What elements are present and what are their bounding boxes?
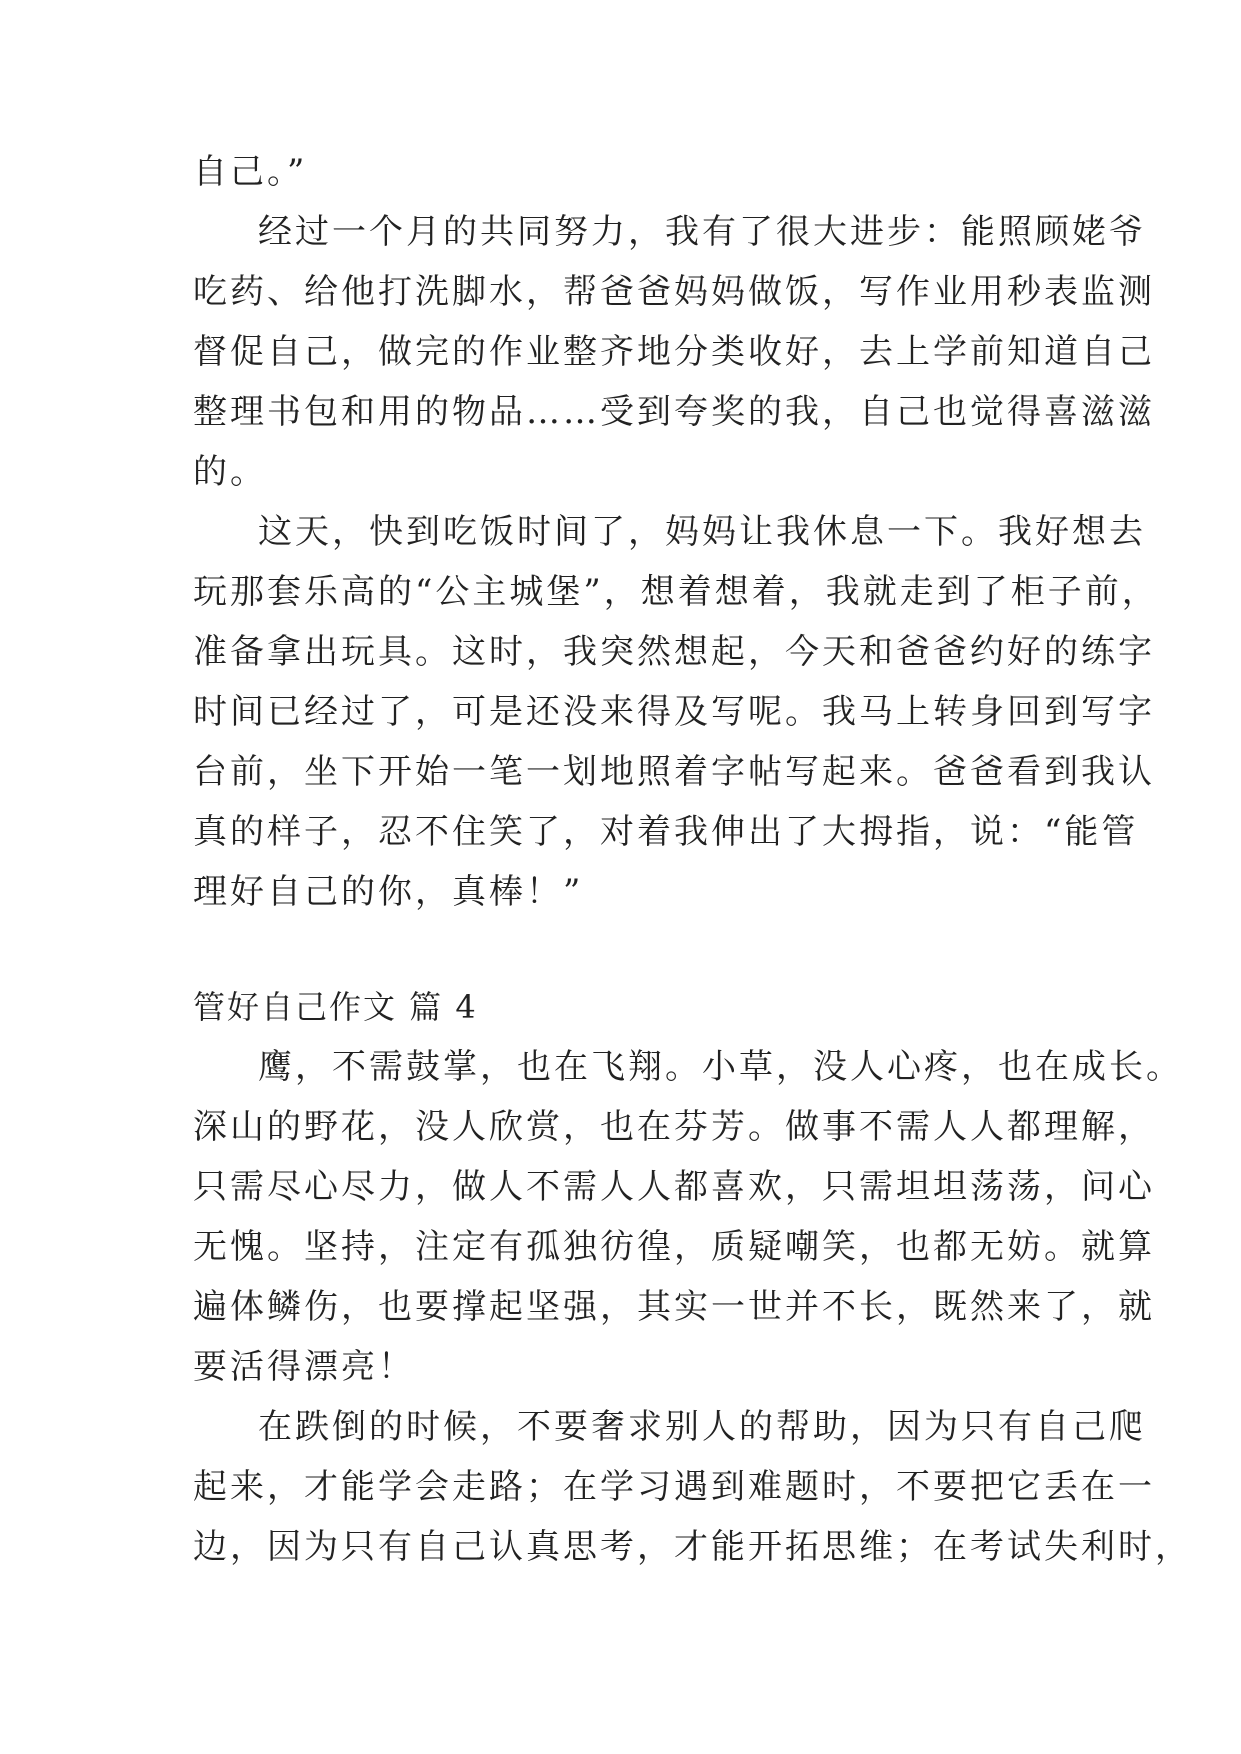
text-line: 起来，才能学会走路；在学习遇到难题时，不要把它丢在一 <box>193 1467 1155 1507</box>
text-line: 真的样子，忍不住笑了，对着我伸出了大拇指，说：“能管 <box>193 812 1139 852</box>
text-line: 在跌倒的时候，不要奢求别人的帮助，因为只有自己爬 <box>258 1407 1146 1447</box>
text-line: 自己。” <box>193 152 308 192</box>
text-line: 这天，快到吃饭时间了，妈妈让我休息一下。我好想去 <box>258 512 1146 552</box>
text-line: 经过一个月的共同努力，我有了很大进步：能照顾姥爷 <box>258 212 1146 252</box>
text-line: 遍体鳞伤，也要撑起坚强，其实一世并不长，既然来了，就 <box>193 1287 1155 1327</box>
text-line: 吃药、给他打洗脚水，帮爸爸妈妈做饭，写作业用秒表监测 <box>193 272 1155 312</box>
text-line: 边，因为只有自己认真思考，才能开拓思维；在考试失利时， <box>193 1527 1192 1567</box>
text-line: 无愧。坚持，注定有孤独彷徨，质疑嘲笑，也都无妨。就算 <box>193 1227 1155 1267</box>
text-line: 深山的野花，没人欣赏，也在芬芳。做事不需人人都理解， <box>193 1107 1155 1147</box>
text-line: 时间已经过了，可是还没来得及写呢。我马上转身回到写字 <box>193 692 1155 732</box>
text-line: 鹰，不需鼓掌，也在飞翔。小草，没人心疼，也在成长。 <box>258 1047 1183 1087</box>
text-line: 整理书包和用的物品……受到夸奖的我，自己也觉得喜滋滋 <box>193 392 1155 432</box>
text-line: 的。 <box>193 452 267 492</box>
text-line: 台前，坐下开始一笔一划地照着字帖写起来。爸爸看到我认 <box>193 752 1155 792</box>
text-line: 准备拿出玩具。这时，我突然想起，今天和爸爸约好的练字 <box>193 632 1155 672</box>
text-line: 只需尽心尽力，做人不需人人都喜欢，只需坦坦荡荡，问心 <box>193 1167 1155 1207</box>
text-line: 玩那套乐高的“公主城堡”，想着想着，我就走到了柜子前， <box>193 572 1159 612</box>
text-line: 督促自己，做完的作业整齐地分类收好，去上学前知道自己 <box>193 332 1155 372</box>
section-heading: 管好自己作文 篇 4 <box>193 988 478 1026</box>
text-line: 理好自己的你，真棒！” <box>193 872 584 912</box>
text-line: 要活得漂亮！ <box>193 1347 415 1387</box>
